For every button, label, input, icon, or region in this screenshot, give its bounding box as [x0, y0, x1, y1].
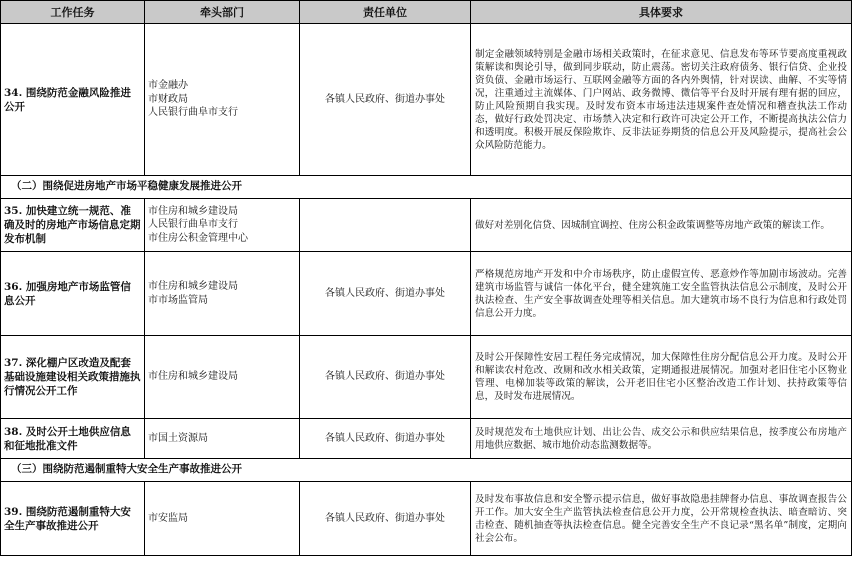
lead-dept: 市安监局	[148, 512, 188, 524]
header-lead-dept: 牵头部门	[145, 1, 300, 24]
requirements-cell: 严格规范房地产开发和中介市场秩序，防止虚假宣传、恶意炒作等加剧市场波动。完善建筑市场监管与诚信一体化平台，健全建筑施工安全监管执法信息公示制度，及时公开执法检查、生产安全事故调查处理等相关信息。加大建筑市场不良行为信息和行政处罚信息公开力度。	[471, 252, 852, 336]
lead-dept: 市住房和城乡建设局	[148, 205, 238, 217]
responsible-unit-cell	[300, 199, 471, 252]
lead-dept: 市市场监管局	[148, 294, 208, 306]
task-cell: 38. 及时公开土地供应信息和征地批准文件	[1, 419, 145, 459]
section-title: （二）围绕促进房地产市场平稳健康发展推进公开	[1, 176, 852, 199]
header-task: 工作任务	[1, 1, 145, 24]
section-title: （三）围绕防范遏制重特大安全生产事故推进公开	[1, 459, 852, 482]
requirements-cell: 及时规范发布土地供应计划、出让公告、成交公示和供应结果信息，按季度公布房地产用地供应数据、城市地价动态监测数据等。	[471, 419, 852, 459]
table-row	[1, 24, 852, 176]
responsible-unit-cell: 各镇人民政府、街道办事处	[300, 252, 471, 336]
task-cell: 34. 围绕防范金融风险推进公开	[1, 24, 145, 176]
task-cell: 36. 加强房地产市场监管信息公开	[1, 252, 145, 336]
responsible-unit-cell: 各镇人民政府、街道办事处	[300, 482, 471, 556]
lead-dept: 人民银行曲阜市支行	[148, 107, 238, 119]
lead-dept-cell	[145, 252, 300, 336]
task-cell: 37. 深化棚户区改造及配套基础设施建设相关政策措施执行情况公开工作	[1, 336, 145, 419]
requirements-cell: 制定金融领域特别是金融市场相关政策时，在征求意见、信息发布等环节要高度重视政策解读和舆论引导，做到同步联动，防止震荡。密切关注政府债务、银行信贷、企业投资负债、金融市场运行、互联网金融等方面的各内外舆情，针对误读、曲解、不实等情况，注重通过主流媒体、门户网站、政务微博、微信等平台及时开展有理有据的回应，防止风险预期自我实现。及时发布资本市场违法违规案件查处情况和稽查执法工作动态，做好行政处罚决定、市场禁入决定和行政许可决定公开工作，不断提高执法公信力和透明度。积极开展反保险欺诈、反非法证券期货的信息公开及风险提示，提高社会公众风险防范能力。	[471, 24, 852, 176]
lead-dept: 市住房和城乡建设局	[148, 281, 238, 292]
lead-dept: 市财政局	[148, 93, 188, 105]
lead-dept: 市住房和城乡建设局	[148, 371, 238, 383]
lead-dept: 市住房公积金管理中心	[148, 232, 248, 244]
task-cell: 35. 加快建立统一规范、准确及时的房地产市场信息定期发布机制	[1, 199, 145, 252]
header-requirements: 具体要求	[471, 1, 852, 24]
table-row	[1, 482, 852, 556]
responsible-unit-cell: 各镇人民政府、街道办事处	[300, 419, 471, 459]
section-row	[1, 176, 852, 199]
table-row	[1, 199, 852, 252]
responsible-unit-cell: 各镇人民政府、街道办事处	[300, 24, 471, 176]
lead-dept-cell	[145, 24, 300, 176]
table-header-row	[1, 1, 852, 24]
table-row	[1, 252, 852, 336]
lead-dept: 人民银行曲阜市支行	[148, 219, 238, 231]
lead-dept-cell	[145, 419, 300, 459]
lead-dept-cell	[145, 482, 300, 556]
lead-dept: 市国土资源局	[148, 432, 208, 444]
table-row	[1, 419, 852, 459]
lead-dept-cell	[145, 199, 300, 252]
task-cell: 39. 围绕防范遏制重特大安全生产事故推进公开	[1, 482, 145, 556]
responsible-unit-cell: 各镇人民政府、街道办事处	[300, 336, 471, 419]
requirements-cell: 及时发布事故信息和安全警示提示信息，做好事故隐患挂牌督办信息、事故调查报告公开工作。加大安全生产监管执法检查信息公开力度，公开常规检查执法、暗查暗访、突击检查、随机抽查等执法检查信息。健全完善安全生产不良记录“黑名单”制度，定期向社会公布。	[471, 482, 852, 556]
section-row	[1, 459, 852, 482]
lead-dept-cell	[145, 336, 300, 419]
requirements-cell: 做好对差别化信贷、因城制宜调控、住房公积金政策调整等房地产政策的解读工作。	[471, 199, 852, 252]
header-responsible-unit: 责任单位	[300, 1, 471, 24]
lead-dept: 市金融办	[148, 80, 188, 92]
requirements-cell: 及时公开保障性安居工程任务完成情况，加大保障性住房分配信息公开力度。及时公开和解读农村危改、改厕和改水相关政策，定期通报进展情况。加强对老旧住宅小区物业管理、电梯加装等政策的解读，公开老旧住宅小区整治改造工作计划、扶持政策等信息，及时发布进展情况。	[471, 336, 852, 419]
table-row	[1, 336, 852, 419]
